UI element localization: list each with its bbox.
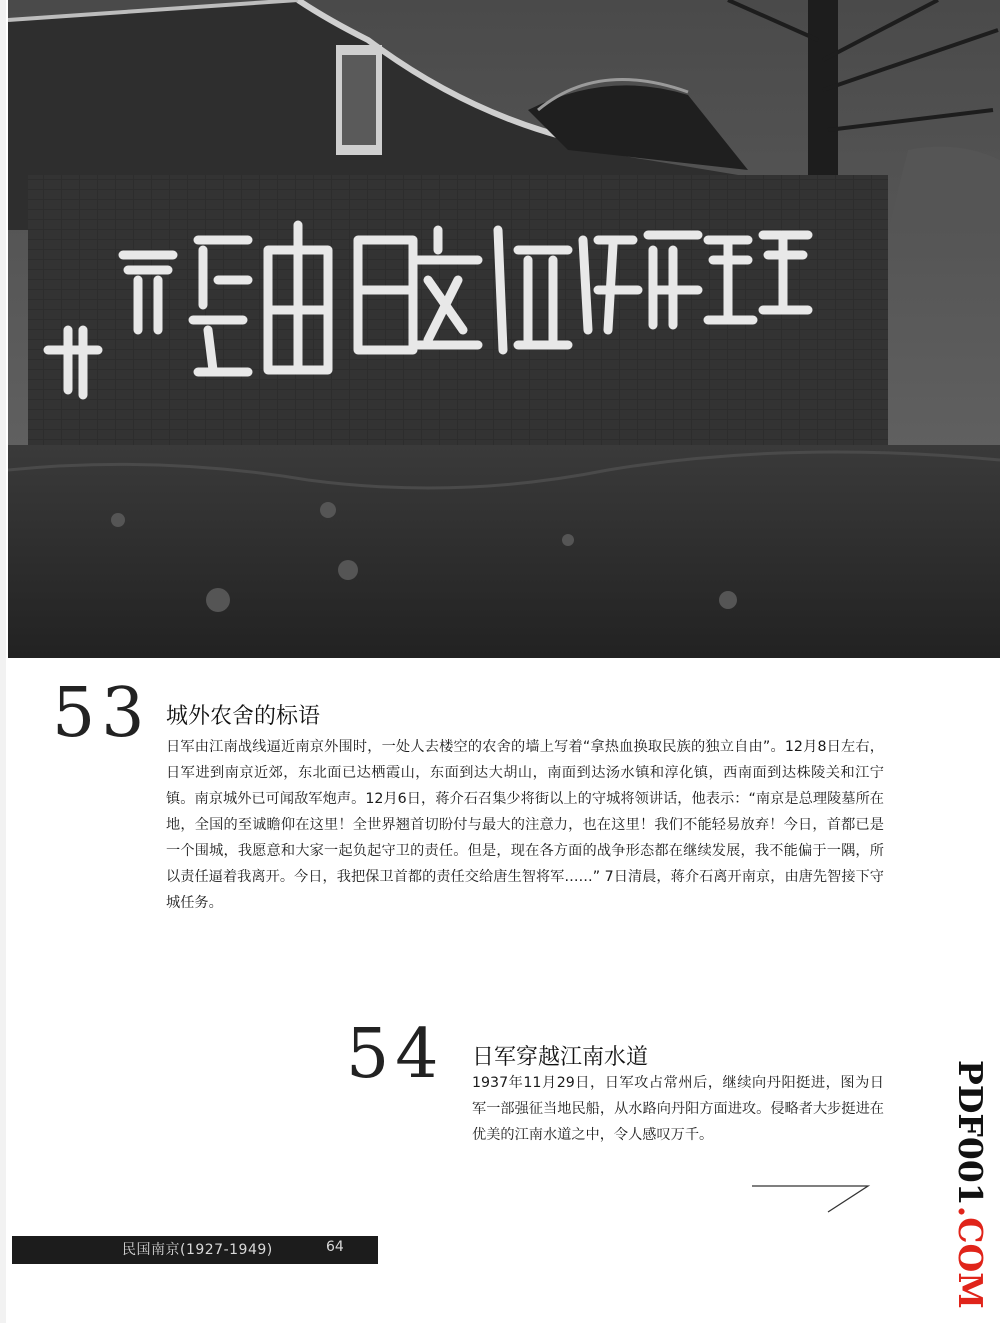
watermark-part1: PDF001 [951,1060,990,1206]
decorative-corner-line [750,1166,880,1216]
watermark-part2: .COM [951,1205,990,1309]
farmhouse-slogan-photo [8,0,1000,658]
footer-page-number: 64 [326,1239,344,1255]
section-53-body: 日军由江南战线逼近南京外围时，一处人去楼空的农舍的墙上写着“拿热血换取民族的独立自由”。12月8日左右，日军进到南京近郊，东北面已达栖霞山，东面到达大胡山，南面到达汤水镇和淳化镇，西南面到达株陵关和江宁镇。南京城外已可闻敌军炮声。12月6日，蒋介石召集少将街以上的守城将领讲话，他表示：“南京是总理陵墓所在地，全国的至诚瞻仰在这里！全世界翘首切盼付与最大的注意力，也在这里！我们不能轻易放弃！今日，首都已是一个围城，我愿意和大家一起负起守卫的责任。但是，现在各方面的战争形态都在继续发展，我不能偏于一隅，所以责任逼着我离开。今日，我把保卫首都的责任交给唐生智将军……” 7日清晨，蒋介石离开南京，由唐先智接下守城任务。 [166,739,884,911]
watermark [950,1060,990,1309]
section-54-title: 日军穿越江南水道 [472,1045,649,1070]
section-53-title: 城外农舍的标语 [166,704,321,729]
page-edge [0,0,6,1323]
footer-book-title: 民国南京(1927-1949) [122,1242,273,1258]
photo-graphic [8,0,1000,658]
section-53-number: 53 [52,674,151,753]
section-54-body: 1937年11月29日，日军攻占常州后，继续向丹阳挺进，图为日军一部强征当地民船，从水路向丹阳方面进攻。侵略者大步挺进在优美的江南水道之中，令人感叹万千。 [472,1075,884,1143]
section-54-number: 54 [346,1015,445,1094]
